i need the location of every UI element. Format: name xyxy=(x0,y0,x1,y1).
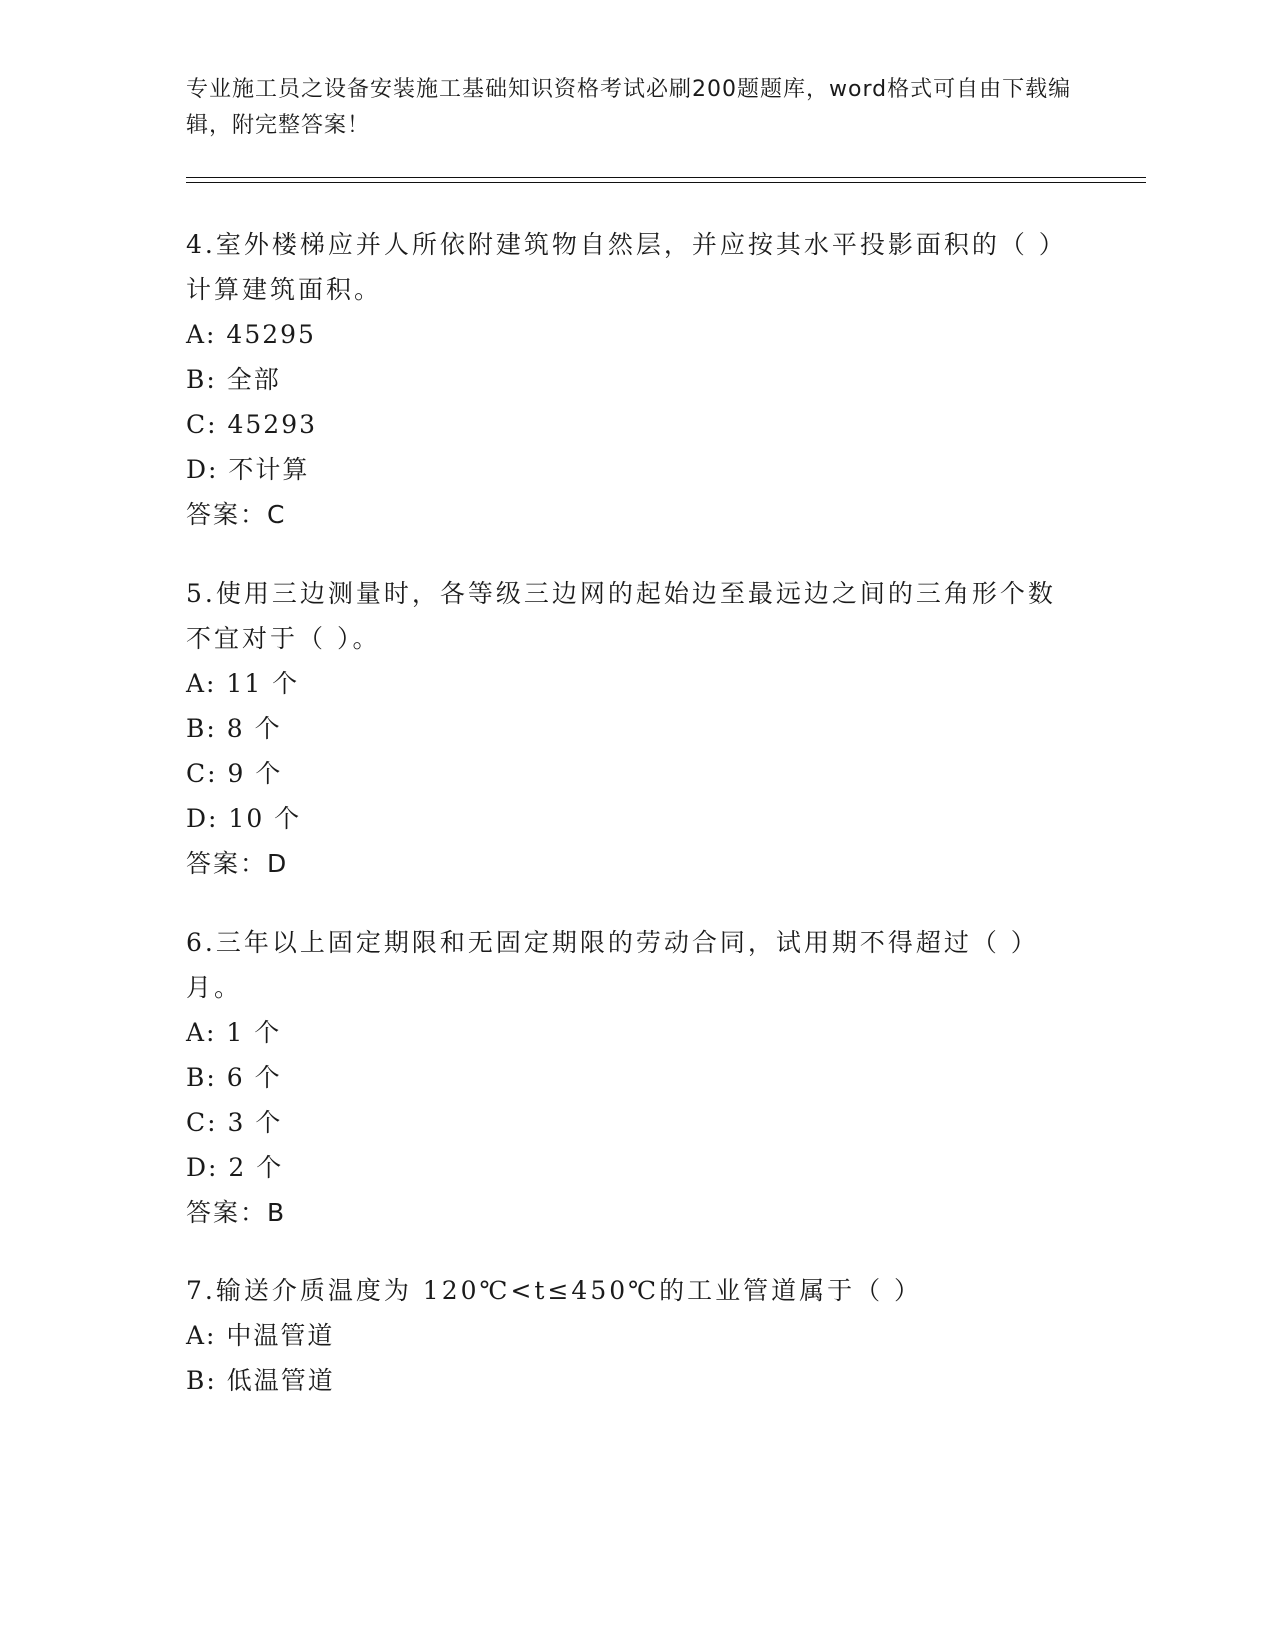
question-block-4 xyxy=(186,222,1056,537)
option-c: C: 3 个 xyxy=(186,1108,283,1137)
question-text: 7.输送介质温度为 120℃<t≤450℃的工业管道属于（ ） xyxy=(186,1276,923,1305)
question-block-5 xyxy=(186,571,1056,886)
option-b: B: 低温管道 xyxy=(186,1366,335,1395)
document-header: 专业施工员之设备安装施工基础知识资格考试必刷200题题库，word格式可自由下载编辑，附完整答案！ xyxy=(186,77,1072,138)
header-divider-bottom xyxy=(186,182,1146,183)
option-a: A: 11 个 xyxy=(186,669,300,698)
option-a: A: 中温管道 xyxy=(186,1321,335,1350)
option-d: D: 10 个 xyxy=(186,804,302,833)
option-b: B: 全部 xyxy=(186,365,281,394)
answer-line: 答案：C xyxy=(186,500,287,529)
option-c: C: 45293 xyxy=(186,410,318,439)
option-a: A: 45295 xyxy=(186,320,316,349)
option-c: C: 9 个 xyxy=(186,759,283,788)
question-text: 6.三年以上固定期限和无固定期限的劳动合同，试用期不得超过（ ）月。 xyxy=(186,928,1039,1002)
answer-line: 答案：B xyxy=(186,1198,287,1227)
option-d: D: 2 个 xyxy=(186,1153,284,1182)
question-block-6 xyxy=(186,920,1056,1235)
option-b: B: 8 个 xyxy=(186,714,282,743)
header-divider-top xyxy=(186,177,1146,178)
answer-line: 答案：D xyxy=(186,849,289,878)
option-d: D: 不计算 xyxy=(186,455,310,484)
question-text: 4.室外楼梯应并人所依附建筑物自然层，并应按其水平投影面积的（ ）计算建筑面积。 xyxy=(186,230,1055,304)
option-b: B: 6 个 xyxy=(186,1063,282,1092)
question-text: 5.使用三边测量时，各等级三边网的起始边至最远边之间的三角形个数不宜对于（ ）。 xyxy=(186,579,1056,653)
option-a: A: 1 个 xyxy=(186,1018,282,1047)
question-block-7 xyxy=(186,1268,1056,1403)
